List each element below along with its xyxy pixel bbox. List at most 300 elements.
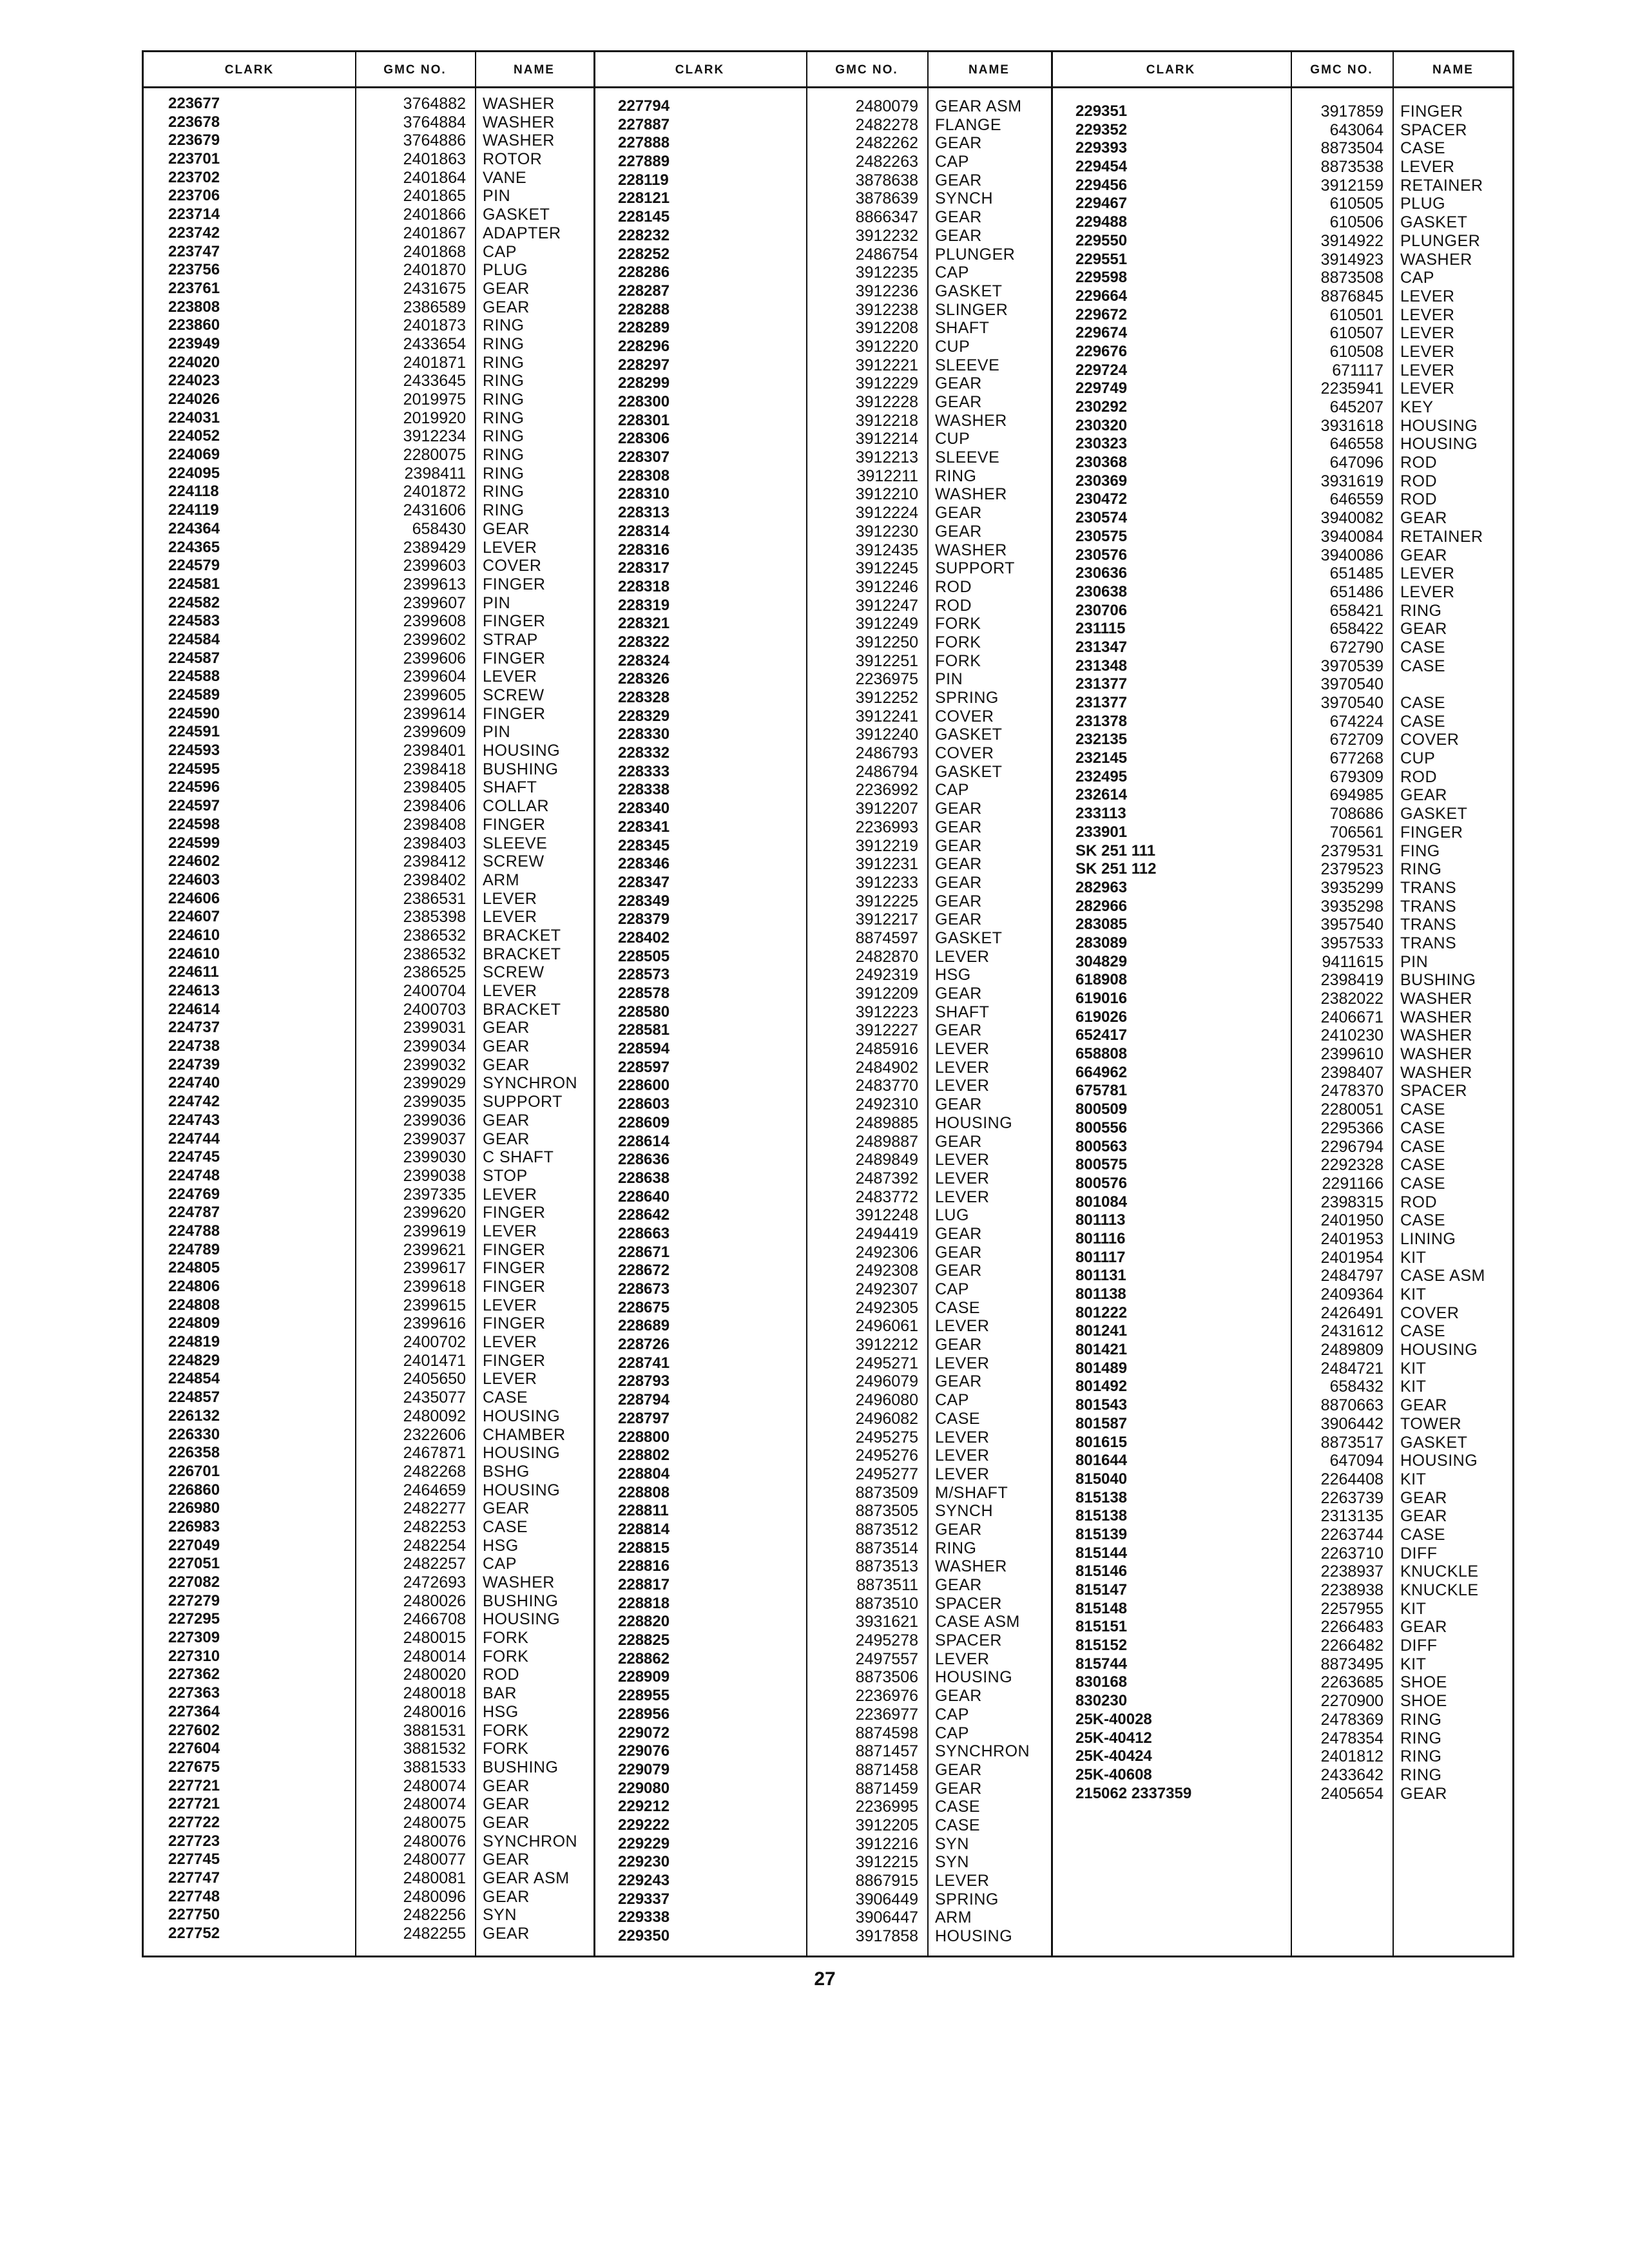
cell-name: SLEEVE (935, 356, 1000, 374)
cell-name: LEVER (1400, 287, 1455, 305)
cell-name: KIT (1400, 1655, 1427, 1673)
cell-clark: 801131 (1075, 1267, 1126, 1285)
cell-clark: 224596 (168, 778, 220, 796)
cell-clark: 229456 (1075, 176, 1128, 194)
cell-gmc: 2495276 (855, 1446, 918, 1465)
cell-clark: 227888 (618, 134, 670, 152)
table-header (144, 52, 1512, 88)
cell-name: ARM (483, 870, 520, 889)
cell-clark: 229598 (1075, 269, 1128, 287)
cell-clark: 618908 (1075, 971, 1128, 989)
cell-name: LEVER (935, 947, 990, 966)
cell-name: GEAR (483, 1813, 530, 1832)
cell-name: COVER (935, 744, 994, 763)
cell-gmc: 3912220 (855, 337, 918, 356)
cell-gmc: 3912231 (855, 855, 918, 874)
cell-name: GEAR (935, 1779, 982, 1798)
cell-clark: 229230 (618, 1853, 670, 1871)
cell-name: WASHER (483, 95, 555, 113)
cell-gmc: 2480014 (403, 1647, 466, 1666)
cell-name: KIT (1400, 1359, 1427, 1378)
cell-gmc: 2482277 (403, 1499, 466, 1518)
cell-gmc: 2266482 (1320, 1637, 1383, 1655)
cell-clark: 228793 (618, 1372, 670, 1390)
cell-clark: 229076 (618, 1742, 670, 1760)
cell-gmc: 3912236 (855, 282, 918, 300)
cell-name: FORK (483, 1721, 529, 1740)
cell-name: ROD (1400, 454, 1438, 472)
cell-clark: 229351 (1075, 102, 1128, 120)
cell-name: WASHER (1400, 1045, 1472, 1064)
column-gmc (1291, 102, 1383, 1803)
cell-clark: 223714 (168, 206, 220, 224)
cell-gmc: 2480018 (403, 1684, 466, 1703)
cell-gmc: 2492319 (855, 966, 918, 985)
cell-name: WASHER (935, 1557, 1007, 1576)
cell-gmc: 2399603 (403, 557, 466, 575)
cell-name: HOUSING (483, 742, 561, 760)
cell-gmc: 3912227 (855, 1021, 918, 1040)
cell-clark: 227752 (168, 1925, 220, 1943)
cell-gmc: 3912245 (855, 559, 918, 578)
cell-name: DIFF (1400, 1637, 1438, 1655)
cell-clark: 224023 (168, 372, 220, 390)
cell-name: COVER (1400, 1303, 1460, 1322)
cell-gmc: 610501 (1329, 305, 1383, 324)
cell-gmc: 3917859 (1320, 102, 1383, 120)
cell-name: CASE (1400, 139, 1446, 158)
cell-name: LEVER (1400, 564, 1455, 583)
cell-gmc: 8867915 (855, 1872, 918, 1890)
cell-name: GEAR (483, 279, 530, 298)
cell-name: KIT (1400, 1599, 1427, 1618)
cell-gmc: 2480081 (403, 1869, 466, 1887)
cell-clark: 228614 (618, 1132, 670, 1150)
cell-name: LEVER (483, 1222, 537, 1240)
cell-clark: 228347 (618, 873, 670, 891)
cell-name: GASKET (1400, 1433, 1468, 1452)
cell-clark: 664962 (1075, 1063, 1128, 1081)
cell-name: LEVER (935, 1446, 990, 1465)
cell-clark: 215062 2337359 (1075, 1784, 1192, 1802)
cell-clark: 228301 (618, 411, 670, 429)
cell-gmc: 8866347 (855, 208, 918, 227)
cell-name: RING (935, 1539, 977, 1557)
cell-clark: 231377 (1075, 694, 1128, 711)
cell-gmc: 2264408 (1320, 1470, 1383, 1488)
cell-gmc: 2398412 (403, 852, 466, 871)
cell-gmc: 2399610 (1320, 1045, 1383, 1064)
cell-clark: 229674 (1075, 324, 1128, 342)
cell-name: LEVER (935, 1058, 990, 1077)
cell-clark: 227310 (168, 1647, 220, 1665)
cell-name: FORK (935, 651, 981, 670)
cell-name: CASE (1400, 712, 1446, 731)
cell-clark: 658808 (1075, 1045, 1128, 1063)
cell-gmc: 2236977 (855, 1705, 918, 1724)
cell-clark: 229222 (618, 1816, 670, 1834)
cell-clark: 224588 (168, 668, 220, 686)
cell-clark: 228573 (618, 966, 670, 984)
cell-clark: 228673 (618, 1280, 670, 1298)
cell-gmc: 658432 (1329, 1378, 1383, 1396)
cell-gmc: 2399608 (403, 612, 466, 631)
cell-clark: 25K-40028 (1075, 1710, 1152, 1728)
cell-gmc: 2482255 (403, 1925, 466, 1943)
cell-clark: 230576 (1075, 546, 1128, 564)
cell-name: GEAR (935, 910, 982, 929)
cell-clark: 228145 (618, 208, 670, 226)
cell-clark: 227279 (168, 1591, 220, 1610)
cell-name: LEVER (1400, 361, 1455, 380)
cell-gmc: 3881532 (403, 1740, 466, 1758)
cell-clark: 815148 (1075, 1599, 1128, 1617)
cell-gmc: 3912234 (403, 427, 466, 446)
column-gmc (355, 95, 466, 1943)
cell-gmc: 2480079 (855, 97, 918, 115)
cell-gmc: 2399604 (403, 668, 466, 686)
cell-clark: 227747 (168, 1869, 220, 1887)
cell-gmc: 3881533 (403, 1758, 466, 1776)
cell-clark: 228578 (618, 985, 670, 1002)
cell-clark: 224581 (168, 575, 220, 593)
cell-name: LEVER (935, 1465, 990, 1483)
cell-clark: 224590 (168, 704, 220, 722)
cell-clark: 228306 (618, 430, 670, 448)
cell-clark: 224599 (168, 834, 220, 852)
cell-name: GEAR (1400, 509, 1447, 528)
column-clark (618, 97, 815, 1946)
cell-gmc: 2466708 (403, 1610, 466, 1629)
cell-name: GASKET (935, 928, 1003, 947)
cell-gmc: 3914923 (1320, 250, 1383, 269)
cell-gmc: 2401865 (403, 187, 466, 206)
cell-gmc: 2389429 (403, 538, 466, 557)
cell-clark: 224583 (168, 612, 220, 630)
cell-gmc: 3878639 (855, 189, 918, 208)
cell-gmc: 2492307 (855, 1280, 918, 1298)
cell-clark: 227750 (168, 1906, 220, 1924)
cell-gmc: 3935299 (1320, 878, 1383, 897)
cell-gmc: 2399621 (403, 1240, 466, 1259)
cell-clark: 232614 (1075, 786, 1128, 804)
cell-clark: 229229 (618, 1834, 670, 1852)
cell-gmc: 2482253 (403, 1517, 466, 1536)
cell-name: LEVER (935, 1187, 990, 1206)
cell-gmc: 2400702 (403, 1333, 466, 1352)
cell-name: KIT (1400, 1285, 1427, 1303)
cell-gmc: 3931621 (855, 1613, 918, 1631)
cell-name: LEVER (935, 1169, 990, 1187)
cell-name: HSG (935, 966, 971, 985)
cell-name: WASHER (1400, 990, 1472, 1008)
cell-gmc: 3912219 (855, 836, 918, 855)
cell-gmc: 3940082 (1320, 509, 1383, 528)
cell-gmc: 2480092 (403, 1407, 466, 1425)
cell-clark: SK 251 111 (1075, 841, 1156, 860)
cell-name: FLANGE (935, 115, 1002, 134)
cell-gmc: 2313135 (1320, 1507, 1383, 1526)
cell-gmc: 2266483 (1320, 1618, 1383, 1637)
cell-gmc: 3957533 (1320, 934, 1383, 952)
cell-gmc: 8873509 (855, 1483, 918, 1502)
cell-name: RING (1400, 1710, 1442, 1729)
cell-gmc: 2401954 (1320, 1248, 1383, 1267)
cell-clark: 224119 (168, 501, 219, 519)
cell-gmc: 2480074 (403, 1795, 466, 1814)
cell-name: PIN (483, 723, 511, 742)
cell-clark: 228252 (618, 245, 670, 263)
cell-clark: 223808 (168, 298, 220, 316)
cell-gmc: 2482263 (855, 153, 918, 171)
cell-name: SLEEVE (483, 834, 548, 852)
cell-gmc: 3912209 (855, 985, 918, 1003)
cell-name: CASE (935, 1816, 981, 1834)
cell-gmc: 2280075 (403, 446, 466, 465)
cell-gmc: 2399614 (403, 704, 466, 723)
cell-gmc: 2322606 (403, 1425, 466, 1444)
cell-clark: 815147 (1075, 1581, 1128, 1599)
cell-gmc: 3912249 (855, 615, 918, 633)
cell-gmc: 2399037 (403, 1129, 466, 1148)
cell-name: GEAR (935, 892, 982, 910)
cell-clark: 224607 (168, 908, 220, 926)
cell-name: RING (483, 501, 525, 520)
cell-clark: 224597 (168, 797, 220, 815)
cell-clark: 231377 (1075, 675, 1128, 693)
cell-name: TOWER (1400, 1414, 1462, 1433)
cell-gmc: 2263685 (1320, 1673, 1383, 1692)
cell-clark: 801644 (1075, 1452, 1128, 1470)
cell-clark: 228321 (618, 615, 670, 633)
cell-name: WASHER (935, 411, 1007, 430)
column-clark (168, 95, 364, 1943)
cell-gmc: 672790 (1329, 638, 1383, 657)
cell-clark: 229488 (1075, 213, 1128, 231)
cell-name: SPRING (935, 1890, 999, 1908)
cell-name: BUSHING (1400, 971, 1476, 990)
cell-clark: 229079 (618, 1760, 670, 1778)
cell-clark: 228689 (618, 1317, 670, 1335)
cell-clark: 228862 (618, 1649, 670, 1667)
cell-name: HOUSING (1400, 1452, 1478, 1470)
cell-name: SCREW (483, 852, 545, 871)
cell-clark: 228346 (618, 855, 670, 873)
cell-gmc: 3970539 (1320, 657, 1383, 675)
cell-gmc: 679309 (1329, 767, 1383, 786)
cell-clark: 224854 (168, 1370, 220, 1388)
cell-name: HOUSING (1400, 416, 1478, 435)
cell-name: RETAINER (1400, 527, 1483, 546)
cell-name: CASE (1400, 657, 1446, 675)
cell-gmc: 2296794 (1320, 1137, 1383, 1156)
cell-gmc: 2489809 (1320, 1341, 1383, 1360)
cell-gmc: 2400703 (403, 1000, 466, 1019)
cell-clark: 224789 (168, 1240, 220, 1258)
cell-gmc: 2399607 (403, 593, 466, 612)
cell-gmc: 2401863 (403, 150, 466, 169)
cell-name: FINGER (483, 1278, 546, 1296)
cell-name: SPRING (935, 689, 999, 707)
cell-clark: 227794 (618, 97, 670, 115)
cell-name: FINGER (483, 1204, 546, 1222)
header-name: NAME (1432, 63, 1474, 77)
cell-clark: 223747 (168, 242, 220, 260)
cell-gmc: 8873505 (855, 1502, 918, 1521)
cell-gmc: 610507 (1329, 324, 1383, 343)
cell-clark: 227309 (168, 1629, 220, 1647)
cell-clark: 229080 (618, 1779, 670, 1797)
cell-clark: 25K-40412 (1075, 1729, 1152, 1747)
cell-name: RING (1400, 1747, 1442, 1766)
cell-clark: 227889 (618, 153, 670, 171)
cell-clark: 230369 (1075, 472, 1128, 490)
header-clark: CLARK (1146, 63, 1196, 77)
cell-gmc: 2496080 (855, 1391, 918, 1410)
cell-name: PIN (1400, 952, 1429, 971)
cell-clark: 815744 (1075, 1655, 1128, 1673)
cell-name: SUPPORT (483, 1093, 563, 1111)
cell-clark: 223701 (168, 150, 220, 168)
cell-gmc: 2487392 (855, 1169, 918, 1187)
cell-name: CAP (935, 153, 969, 171)
cell-name: SYNCHRON (483, 1074, 578, 1093)
cell-name: WASHER (935, 485, 1007, 504)
cell-name: GEAR (1400, 1488, 1447, 1507)
cell-gmc: 3906449 (855, 1890, 918, 1908)
cell-gmc: 2489887 (855, 1132, 918, 1151)
cell-name: CASE (935, 1298, 981, 1317)
cell-gmc: 2482262 (855, 134, 918, 153)
cell-name: GEAR (483, 1850, 530, 1869)
cell-gmc: 3912238 (855, 300, 918, 319)
cell-clark: 228505 (618, 947, 670, 965)
cell-name: HOUSING (483, 1407, 561, 1425)
cell-name: ROD (1400, 472, 1438, 490)
cell-name: GEAR (1400, 1507, 1447, 1526)
cell-clark: 224589 (168, 686, 220, 704)
cell-clark: 830230 (1075, 1692, 1128, 1710)
cell-gmc: 3912247 (855, 596, 918, 615)
cell-clark: 815138 (1075, 1488, 1128, 1506)
cell-gmc: 2257955 (1320, 1599, 1383, 1618)
cell-clark: 228328 (618, 689, 670, 706)
cell-gmc: 2401471 (403, 1351, 466, 1370)
cell-clark: 223702 (168, 168, 220, 186)
cell-name: FINGER (483, 815, 546, 834)
cell-clark: 228316 (618, 541, 670, 559)
cell-clark: 228802 (618, 1446, 670, 1465)
cell-name: SHAFT (483, 778, 537, 797)
cell-name: CASE (935, 1409, 981, 1428)
cell-clark: SK 251 112 (1075, 860, 1157, 878)
cell-name: GEAR (935, 1760, 982, 1779)
cell-gmc: 8874597 (855, 928, 918, 947)
cell-gmc: 2399036 (403, 1111, 466, 1129)
cell-name: HOUSING (1400, 435, 1478, 454)
cell-clark: 230636 (1075, 564, 1128, 582)
cell-clark: 224819 (168, 1333, 220, 1351)
cell-gmc: 2386589 (403, 298, 466, 316)
cell-clark: 228671 (618, 1243, 670, 1261)
cell-clark: 224787 (168, 1204, 220, 1222)
cell-gmc: 2496079 (855, 1372, 918, 1391)
cell-gmc: 2482278 (855, 115, 918, 134)
cell-gmc: 2484797 (1320, 1267, 1383, 1285)
cell-name: GEAR (935, 873, 982, 892)
cell-clark: 229676 (1075, 342, 1128, 360)
cell-clark: 224745 (168, 1148, 220, 1166)
cell-gmc: 2270900 (1320, 1692, 1383, 1711)
cell-clark: 228314 (618, 522, 670, 540)
cell-clark: 229072 (618, 1724, 670, 1742)
cell-clark: 230320 (1075, 416, 1128, 434)
cell-name: LEVER (935, 1151, 990, 1169)
cell-clark: 228379 (618, 910, 670, 928)
cell-name: HSG (483, 1536, 519, 1555)
cell-gmc: 2398411 (404, 464, 466, 483)
cell-clark: 232495 (1075, 767, 1128, 785)
cell-name: SYNCH (935, 189, 994, 208)
cell-clark: 228820 (618, 1613, 670, 1631)
cell-clark: 229467 (1075, 195, 1128, 213)
column-divider (927, 52, 929, 1956)
cell-clark: 227082 (168, 1573, 220, 1591)
cell-name: CAP (935, 781, 969, 800)
cell-clark: 800556 (1075, 1119, 1128, 1137)
cell-clark: 228638 (618, 1169, 670, 1187)
cell-name: HOUSING (483, 1610, 561, 1629)
cell-gmc: 694985 (1329, 786, 1383, 805)
cell-gmc: 2399618 (403, 1278, 466, 1296)
cell-clark: 228726 (618, 1336, 670, 1354)
cell-name: CHAMBER (483, 1425, 566, 1444)
cell-name: CASE (1400, 1322, 1446, 1341)
cell-name: GEAR (935, 1243, 982, 1262)
cell-gmc: 2398405 (403, 778, 466, 797)
cell-clark: 228597 (618, 1058, 670, 1076)
cell-gmc: 8874598 (855, 1724, 918, 1742)
cell-gmc: 3912225 (855, 892, 918, 910)
cell-clark: 228345 (618, 836, 670, 854)
cell-clark: 232135 (1075, 731, 1128, 749)
cell-gmc: 8871458 (855, 1760, 918, 1779)
cell-name: GEAR ASM (483, 1869, 570, 1887)
cell-clark: 801241 (1075, 1322, 1128, 1340)
cell-clark: 224744 (168, 1129, 220, 1148)
cell-clark: 227722 (168, 1813, 220, 1831)
cell-name: RING (483, 427, 525, 446)
cell-gmc: 2483772 (855, 1187, 918, 1206)
cell-clark: 224737 (168, 1019, 220, 1037)
cell-name: TRANS (1400, 897, 1457, 916)
cell-gmc: 8873510 (855, 1594, 918, 1613)
cell-name: TRANS (1400, 934, 1457, 952)
cell-gmc: 2382022 (1320, 990, 1383, 1008)
cell-name: PIN (483, 593, 511, 612)
cell-gmc: 8873511 (856, 1576, 918, 1594)
cell-gmc: 3912205 (855, 1816, 918, 1834)
cell-clark: 224738 (168, 1037, 220, 1055)
cell-name: GEAR (483, 1055, 530, 1074)
cell-name: KIT (1400, 1248, 1427, 1267)
cell-clark: 652417 (1075, 1026, 1128, 1044)
cell-name: GEAR (935, 1336, 982, 1354)
cell-clark: 25K-40608 (1075, 1765, 1152, 1783)
cell-clark: 228318 (618, 577, 670, 595)
header-gmc: GMC NO. (383, 63, 447, 77)
cell-name: CAP (483, 242, 517, 261)
